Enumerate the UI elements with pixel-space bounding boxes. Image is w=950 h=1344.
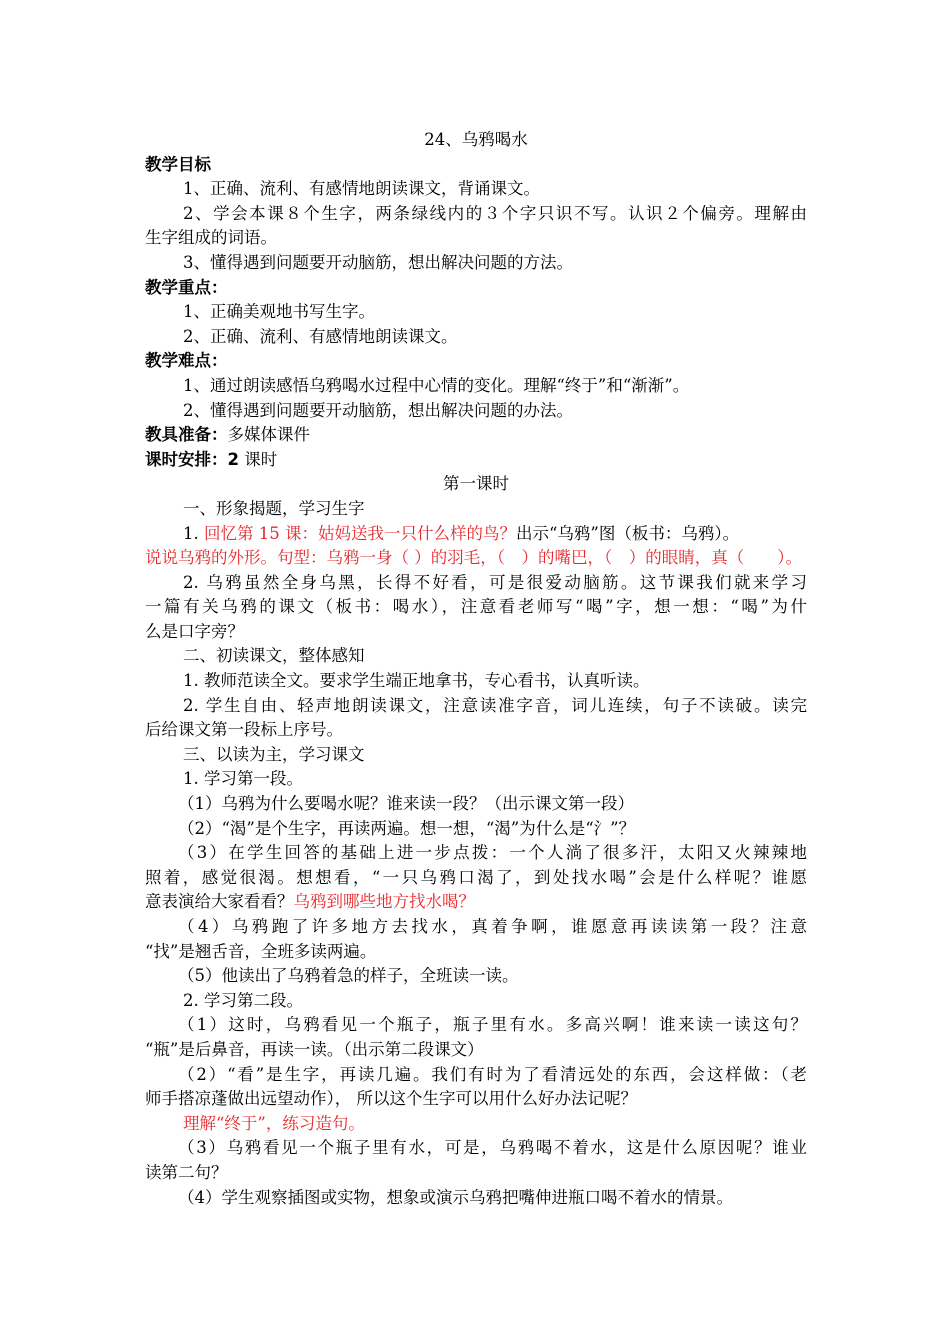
highlighted-text: 理解“终于”，练习造句。: [183, 1113, 365, 1133]
highlighted-text: 说说乌鸦的外形。句型：乌鸦一身（ ）的羽毛，（ ）的嘴巴，（ ）的眼睛，真（ ）。: [145, 548, 802, 568]
lesson-heading: 第一课时: [443, 474, 509, 494]
paragraph-line: 师手搭凉蓬做出远望动作）， 所以这个生字可以用什么好办法记呢？: [145, 1089, 637, 1109]
tools-row: [145, 423, 807, 448]
goal-item: 3、懂得遇到问题要开动脑筋，想出解决问题的方法。: [183, 252, 573, 272]
highlighted-text: 乌鸦到哪些地方找水喝？: [293, 892, 475, 912]
paragraph-line: 1. 教师范读全文。要求学生端正地拿书，专心看书，认真听读。: [183, 671, 650, 691]
hours-unit: 课时: [238, 449, 278, 469]
paragraph-line: （4）乌鸦跑了许多地方去找水，真着争啊，谁愿意再读读第一段？注意: [178, 917, 807, 936]
sub-heading: 2. 学习第二段。: [183, 990, 303, 1010]
paragraph-line: 后给课文第一段标上序号。: [145, 720, 343, 740]
key-points-heading: 教学重点：: [145, 277, 228, 297]
paragraph-line: 2. 学生自由、轻声地朗读课文，注意读准字音，词儿连续，句子不读破。读完: [183, 695, 807, 715]
goals-heading: 教学目标: [145, 154, 211, 174]
question-item: （1）乌鸦为什么要喝水呢？谁来读一段？（出示课文第一段）: [178, 794, 634, 814]
paragraph-line: （4）学生观察插图或实物，想象或演示乌鸦把嘴伸进瓶口喝不着水的情景。: [178, 1187, 733, 1207]
hours-label: 课时安排：: [145, 449, 228, 469]
paragraph-line: （2）“看”是生字，再读几遍。我们有时为了看清远处的东西，会这样做：（老: [178, 1064, 807, 1084]
difficulties-heading: 教学难点：: [145, 351, 228, 371]
paragraph-number: 1.: [183, 523, 204, 543]
paragraph-line: “瓶”是后鼻音，再读一读。（出示第二段课文）: [145, 1039, 484, 1059]
paragraph: [145, 522, 807, 547]
paragraph-text: 出示“乌鸦”图（板书：乌鸦）。: [516, 523, 740, 543]
section-heading: 三、以读为主，学习课文: [183, 744, 365, 764]
paragraph-line: 么是口字旁？: [145, 621, 244, 641]
paragraph-line: [145, 890, 807, 915]
paragraph-line: （3）在学生回答的基础上进一步点拨：一个人淌了很多汗，太阳又火辣辣地: [178, 843, 807, 863]
page-title: 24、乌鸦喝水: [424, 130, 528, 149]
question-item: （5）他读出了乌鸦着急的样子，全班读一读。: [178, 966, 519, 986]
paragraph-line: 照着，感觉很渴。想想看，“一只乌鸦口渴了，到处找水喝”会是什么样呢？谁愿: [145, 867, 807, 887]
key-point-item: 1、正确美观地书写生字。: [183, 302, 375, 322]
goal-item-continuation: 生字组成的词语。: [145, 228, 277, 248]
sub-heading: 1. 学习第一段。: [183, 769, 303, 789]
hours-row: [145, 448, 807, 473]
paragraph-line: 一篇有关乌鸦的课文（板书：喝水），注意看老师写“喝”字，想一想：“喝”为什: [145, 597, 807, 617]
paragraph-line: 2. 乌鸦虽然全身乌黑，长得不好看，可是很爱动脑筋。这节课我们就来学习: [183, 572, 807, 592]
section-heading: 一、形象揭题，学习生字: [183, 498, 365, 518]
paragraph-line: “找”是翘舌音，全班多读两遍。: [145, 941, 377, 961]
goal-item: 2、学会本课８个生字，两条绿线内的３个字只识不写。认识２个偏旁。理解由: [183, 203, 807, 223]
difficulty-item: 2、懂得遇到问题要开动脑筋，想出解决问题的办法。: [183, 400, 573, 420]
paragraph-line: （1）这时，乌鸦看见一个瓶子，瓶子里有水。多高兴啊！谁来读一读这句？: [178, 1015, 807, 1035]
tools-value: 多媒体课件: [227, 425, 310, 445]
difficulty-item: 1、通过朗读感悟乌鸦喝水过程中心情的变化。理解“终于”和“渐渐”。: [183, 375, 690, 395]
document-body: [145, 128, 807, 1210]
question-item: （2）“渴”是个生字，再读两遍。想一想，“渴”为什么是“氵”？: [178, 818, 636, 838]
highlighted-text: 回忆第 15 课：姑妈送我一只什么样的鸟？: [204, 523, 516, 543]
section-heading: 二、初读课文，整体感知: [183, 646, 365, 666]
paragraph-line: （3）乌鸦看见一个瓶子里有水，可是，乌鸦喝不着水，这是什么原因呢？谁业: [178, 1138, 807, 1158]
goal-item: 1、正确、流利、有感情地朗读课文，背诵课文。: [183, 179, 540, 199]
paragraph-line: 读第二句？: [145, 1162, 228, 1182]
paragraph-text: 意表演给大家看看？: [145, 892, 294, 912]
tools-label: 教具准备：: [145, 425, 228, 445]
hours-value: 2: [227, 449, 239, 469]
key-point-item: 2、正确、流利、有感情地朗读课文。: [183, 326, 458, 346]
